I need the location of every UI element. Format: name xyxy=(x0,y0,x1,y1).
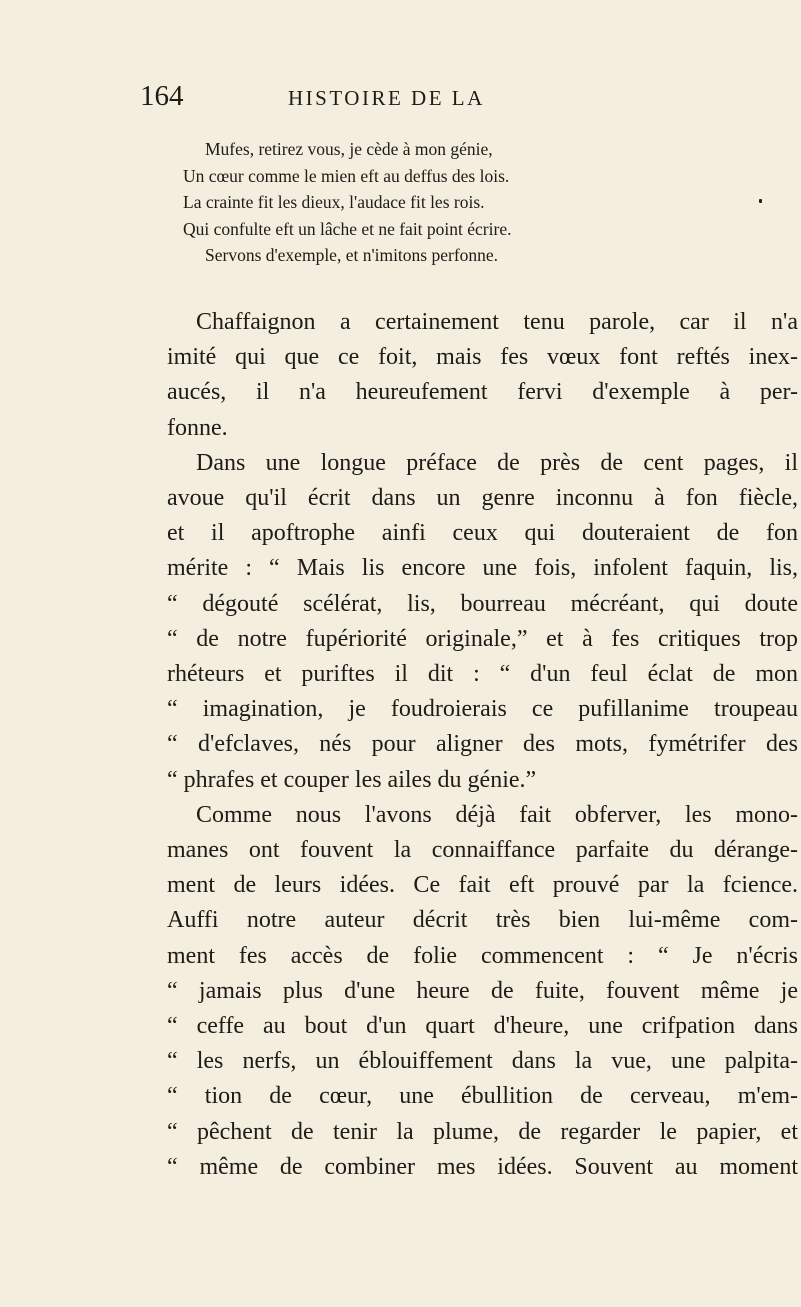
body-line: et il apoftrophe ainfi ceux qui douteraient de fon xyxy=(167,520,798,546)
verse-line: Qui confulte eft un lâche et ne fait point écrire. xyxy=(183,219,512,239)
body-line: “ d'efclaves, nés pour aligner des mots, fymétrifer des xyxy=(167,731,798,757)
body-line: “ tion de cœur, une ébullition de cerveau, m'em- xyxy=(167,1083,798,1109)
body-line: “ imagination, je foudroierais ce pufillanime troupeau xyxy=(167,696,798,722)
body-line: Auffi notre auteur décrit très bien lui-même com- xyxy=(167,907,798,933)
verse-line: Un cœur comme le mien eft au deffus des lois. xyxy=(183,166,510,186)
verse-line: Servons d'exemple, et n'imitons perfonne. xyxy=(205,245,499,265)
verse-line: Mufes, retirez vous, je cède à mon génie, xyxy=(205,139,493,159)
body-line: mérite : “ Mais lis encore une fois, infolent faquin, lis, xyxy=(167,555,798,581)
body-line: ment de leurs idées. Ce fait eft prouvé par la fcience. xyxy=(167,872,798,898)
body-line: “ ceffe au bout d'un quart d'heure, une crifpation dans xyxy=(167,1013,798,1039)
page-header xyxy=(0,80,801,120)
body-line: Chaffaignon a certainement tenu parole, car il n'a xyxy=(196,309,798,335)
body-line: rhéteurs et puriftes il dit : “ d'un feul éclat de mon xyxy=(167,661,798,687)
body-line: “ les nerfs, un éblouiffement dans la vue, une palpita- xyxy=(167,1048,798,1074)
page-number: 164 xyxy=(140,80,184,112)
body-line: fonne. xyxy=(167,415,228,441)
body-line: manes ont fouvent la connaiffance parfaite du dérange- xyxy=(167,837,798,863)
body-line: Comme nous l'avons déjà fait obferver, les mono- xyxy=(196,802,798,828)
body-line: “ pêchent de tenir la plume, de regarder le papier, et xyxy=(167,1119,798,1145)
body-line: “ phrafes et couper les ailes du génie.” xyxy=(167,767,537,793)
body-line: Dans une longue préface de près de cent pages, il xyxy=(196,450,798,476)
body-line: ment fes accès de folie commencent : “ Je n'écris xyxy=(167,943,798,969)
body-line: “ dégouté scélérat, lis, bourreau mécréant, qui doute xyxy=(167,591,798,617)
verse-line: La crainte fit les dieux, l'audace fit les rois. xyxy=(183,192,485,212)
body-line: imité qui que ce foit, mais fes vœux font reftés inex- xyxy=(167,344,798,370)
body-line: aucés, il n'a heureufement fervi d'exemple à per- xyxy=(167,379,798,405)
body-line: “ même de combiner mes idées. Souvent au moment xyxy=(167,1154,798,1180)
running-head: HISTOIRE DE LA xyxy=(288,86,485,110)
body-line: “ de notre fupériorité originale,” et à fes critiques trop xyxy=(167,626,798,652)
ink-speck xyxy=(759,199,762,203)
body-line: avoue qu'il écrit dans un genre inconnu à fon fiècle, xyxy=(167,485,798,511)
body-line: “ jamais plus d'une heure de fuite, fouvent même je xyxy=(167,978,798,1004)
